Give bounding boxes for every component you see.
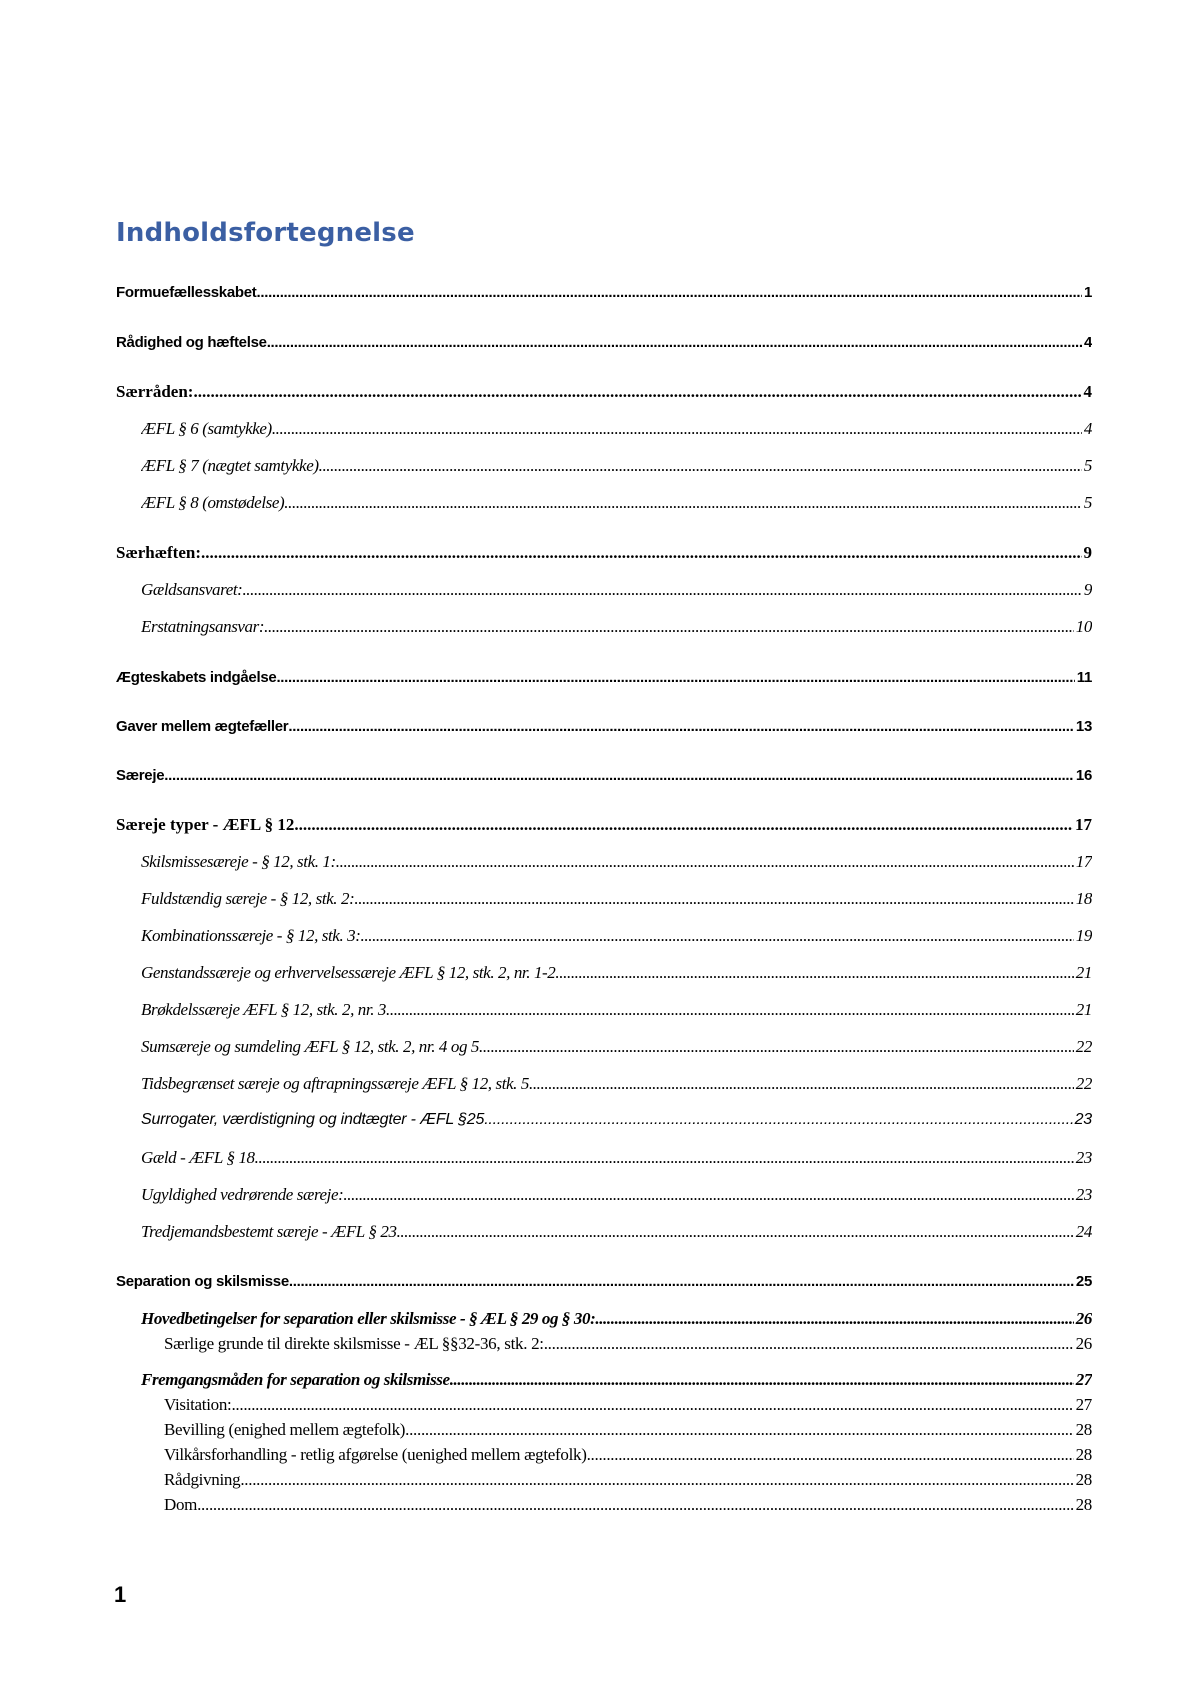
toc-entry-label: ÆFL § 6 (samtykke) [141, 419, 272, 438]
toc-entry[interactable] [141, 456, 1092, 476]
toc-entry-label: Vilkårsforhandling - retlig afgørelse (uenighed mellem ægtefolk) [164, 1445, 587, 1464]
toc-entry-label: ÆFL § 7 (nægtet samtykke) [141, 456, 319, 475]
toc-leader [294, 815, 1073, 835]
toc-entry[interactable] [141, 1074, 1092, 1094]
toc-entry-page: 9 [1083, 543, 1092, 562]
toc-entry[interactable] [141, 1309, 1092, 1329]
toc-entry-page: 21 [1075, 1000, 1092, 1019]
toc-entry-page: 21 [1075, 963, 1092, 982]
toc-entry-label: Fuldstændig særeje - § 12, stk. 2: [141, 889, 355, 908]
toc-entry[interactable] [116, 767, 1092, 784]
toc-entry-label: Ægteskabets indgåelse [116, 669, 277, 686]
toc-entry-label: Formuefællesskabet [116, 284, 257, 301]
toc-entry-label: Gældsansvaret: [141, 580, 243, 599]
toc-entry-page: 5 [1083, 493, 1092, 512]
toc-entry[interactable] [141, 1000, 1092, 1020]
toc-entry-page: 11 [1076, 669, 1092, 686]
toc-entry-label: Tidsbegrænset særeje og aftrapningssæreje ÆFL § 12, stk. 5 [141, 1074, 529, 1093]
toc-entry-label: Brøkdelssæreje ÆFL § 12, stk. 2, nr. 3 [141, 1000, 386, 1019]
toc-leader [288, 718, 1074, 735]
toc-entry[interactable] [116, 815, 1092, 835]
toc-leader [354, 889, 1073, 909]
toc-entry-label: Kombinationssæreje - § 12, stk. 3: [141, 926, 361, 945]
toc-entry-label: Dom [164, 1495, 198, 1514]
toc-entry-label: Særeje typer - ÆFL § 12 [116, 815, 295, 834]
toc-entry-page: 22 [1075, 1037, 1092, 1056]
toc-entry-label: Ugyldighed vedrørende særeje: [141, 1185, 344, 1204]
toc-leader [242, 580, 1081, 600]
toc-leader [484, 1111, 1072, 1129]
toc-entry-label: Rådgivning [164, 1470, 241, 1489]
toc-entry-label: Sumsæreje og sumdeling ÆFL § 12, stk. 2, nr. 4 og 5 [141, 1037, 480, 1056]
toc-entry-page: 28 [1075, 1470, 1092, 1489]
toc-leader [361, 926, 1074, 946]
toc-entry[interactable] [164, 1395, 1092, 1415]
toc-entry-page: 27 [1075, 1395, 1092, 1414]
toc-leader [284, 493, 1082, 513]
toc-entry-label: Surrogater, værdistigning og indtægter - ÆFL §25 [141, 1111, 485, 1128]
toc-entry-label: ÆFL § 8 (omstødelse) [141, 493, 285, 512]
toc-entry-page: 4 [1083, 334, 1092, 351]
toc-entry-label: Tredjemandsbestemt særeje - ÆFL § 23 [141, 1222, 397, 1241]
toc-entry-label: Gæld - ÆFL § 18 [141, 1148, 255, 1167]
toc-leader [450, 1370, 1074, 1390]
toc-entry[interactable] [141, 963, 1092, 983]
toc-leader [405, 1420, 1073, 1440]
toc-entry-page: 26 [1075, 1309, 1092, 1328]
toc-entry[interactable] [164, 1470, 1092, 1490]
toc-entry-label: Fremgangsmåden for separation og skilsmisse [141, 1370, 450, 1389]
toc-entry-page: 4 [1083, 419, 1092, 438]
toc-entry-page: 22 [1075, 1074, 1092, 1093]
toc-entry[interactable] [141, 580, 1092, 600]
toc-leader [231, 1395, 1073, 1415]
toc-entry-page: 18 [1075, 889, 1092, 908]
toc-entry-label: Genstandssæreje og erhvervelsessæreje ÆFL § 12, stk. 2, nr. 1-2 [141, 963, 556, 982]
toc-entry-label: Hovedbetingelser for separation eller skilsmisse - § ÆL § 29 og § 30: [141, 1309, 596, 1328]
toc-entry[interactable] [116, 669, 1092, 686]
toc-entry-label: Bevilling (enighed mellem ægtefolk) [164, 1420, 406, 1439]
toc-entry-label: Separation og skilsmisse [116, 1273, 289, 1290]
toc-entry[interactable] [141, 1370, 1092, 1390]
toc-entry[interactable] [141, 1222, 1092, 1242]
toc-entry[interactable] [116, 334, 1092, 351]
toc-leader [264, 617, 1074, 637]
toc-entry-label: Særhæften: [116, 543, 201, 562]
toc-entry[interactable] [141, 493, 1092, 513]
toc-entry[interactable] [141, 419, 1092, 439]
toc-leader [479, 1037, 1074, 1057]
toc-entry-page: 23 [1074, 1111, 1092, 1128]
toc-leader [336, 852, 1074, 872]
toc-entry-page: 9 [1083, 580, 1092, 599]
toc-leader [555, 963, 1073, 983]
toc-entry[interactable] [116, 543, 1092, 563]
toc-entry-page: 28 [1075, 1445, 1092, 1464]
toc-entry-page: 19 [1075, 926, 1092, 945]
toc-leader [289, 1273, 1074, 1290]
toc-entry-label: Visitation: [164, 1395, 232, 1414]
toc-entry-label: Skilsmissesæreje - § 12, stk. 1: [141, 852, 336, 871]
toc-leader [397, 1222, 1074, 1242]
page-number: 1 [114, 1582, 127, 1607]
toc-entry[interactable] [116, 382, 1092, 402]
toc-entry-page: 17 [1075, 815, 1092, 834]
toc-entry[interactable] [164, 1420, 1092, 1440]
toc-entry-page: 28 [1075, 1495, 1092, 1514]
toc-entry[interactable] [141, 889, 1092, 909]
toc-entry-page: 17 [1075, 852, 1092, 871]
toc-entry-page: 10 [1075, 617, 1092, 636]
toc-leader [544, 1334, 1074, 1354]
toc-entry-page: 16 [1075, 767, 1092, 784]
toc-leader [272, 419, 1082, 439]
toc-leader [595, 1309, 1073, 1329]
toc-leader [386, 1000, 1074, 1020]
toc-entry-label: Særråden: [116, 382, 194, 401]
toc-entry[interactable] [116, 718, 1092, 735]
toc-leader [193, 382, 1081, 402]
toc-entry-label: Særeje [116, 767, 165, 784]
toc-entry-label: Rådighed og hæftelse [116, 334, 267, 351]
toc-entry-page: 28 [1075, 1420, 1092, 1439]
toc-leader [319, 456, 1082, 476]
toc-leader [255, 1148, 1074, 1168]
toc-heading: Indholdsfortegnelse [116, 218, 415, 248]
toc-leader [276, 669, 1074, 686]
toc-entry[interactable] [141, 1185, 1092, 1205]
toc-entry[interactable] [116, 284, 1092, 301]
toc-entry-page: 23 [1075, 1148, 1092, 1167]
toc-entry[interactable] [141, 1037, 1092, 1057]
toc-entry[interactable] [164, 1495, 1092, 1515]
toc-entry[interactable] [141, 1148, 1092, 1168]
toc-entry[interactable] [141, 926, 1092, 946]
toc-entry-page: 5 [1083, 456, 1092, 475]
toc-entry-page: 27 [1075, 1370, 1092, 1389]
toc-entry[interactable] [141, 852, 1092, 872]
toc-leader [201, 543, 1082, 563]
toc-entry-page: 1 [1083, 284, 1092, 301]
toc-entry-label: Erstatningsansvar: [141, 617, 265, 636]
toc-entry-page: 4 [1083, 382, 1092, 401]
toc-leader [267, 334, 1082, 351]
toc-leader [164, 767, 1074, 784]
toc-entry-label: Gaver mellem ægtefæller [116, 718, 289, 735]
toc-entry[interactable] [164, 1334, 1092, 1354]
toc-leader [256, 284, 1081, 301]
toc-leader [240, 1470, 1073, 1490]
toc-entry[interactable] [116, 1273, 1092, 1290]
toc-entry[interactable] [141, 1111, 1092, 1129]
toc-entry-label: Særlige grunde til direkte skilsmisse - ÆL §§32-36, stk. 2: [164, 1334, 544, 1353]
toc-entry-page: 24 [1075, 1222, 1092, 1241]
toc-leader [343, 1185, 1073, 1205]
toc-entry[interactable] [164, 1445, 1092, 1465]
toc-leader [587, 1445, 1074, 1465]
toc-entry[interactable] [141, 617, 1092, 637]
toc-entry-page: 23 [1075, 1185, 1092, 1204]
toc-entry-page: 26 [1075, 1334, 1092, 1353]
toc-entry-page: 13 [1075, 718, 1092, 735]
toc-entry-page: 25 [1075, 1273, 1092, 1290]
toc-leader [529, 1074, 1074, 1094]
toc-leader [197, 1495, 1073, 1515]
